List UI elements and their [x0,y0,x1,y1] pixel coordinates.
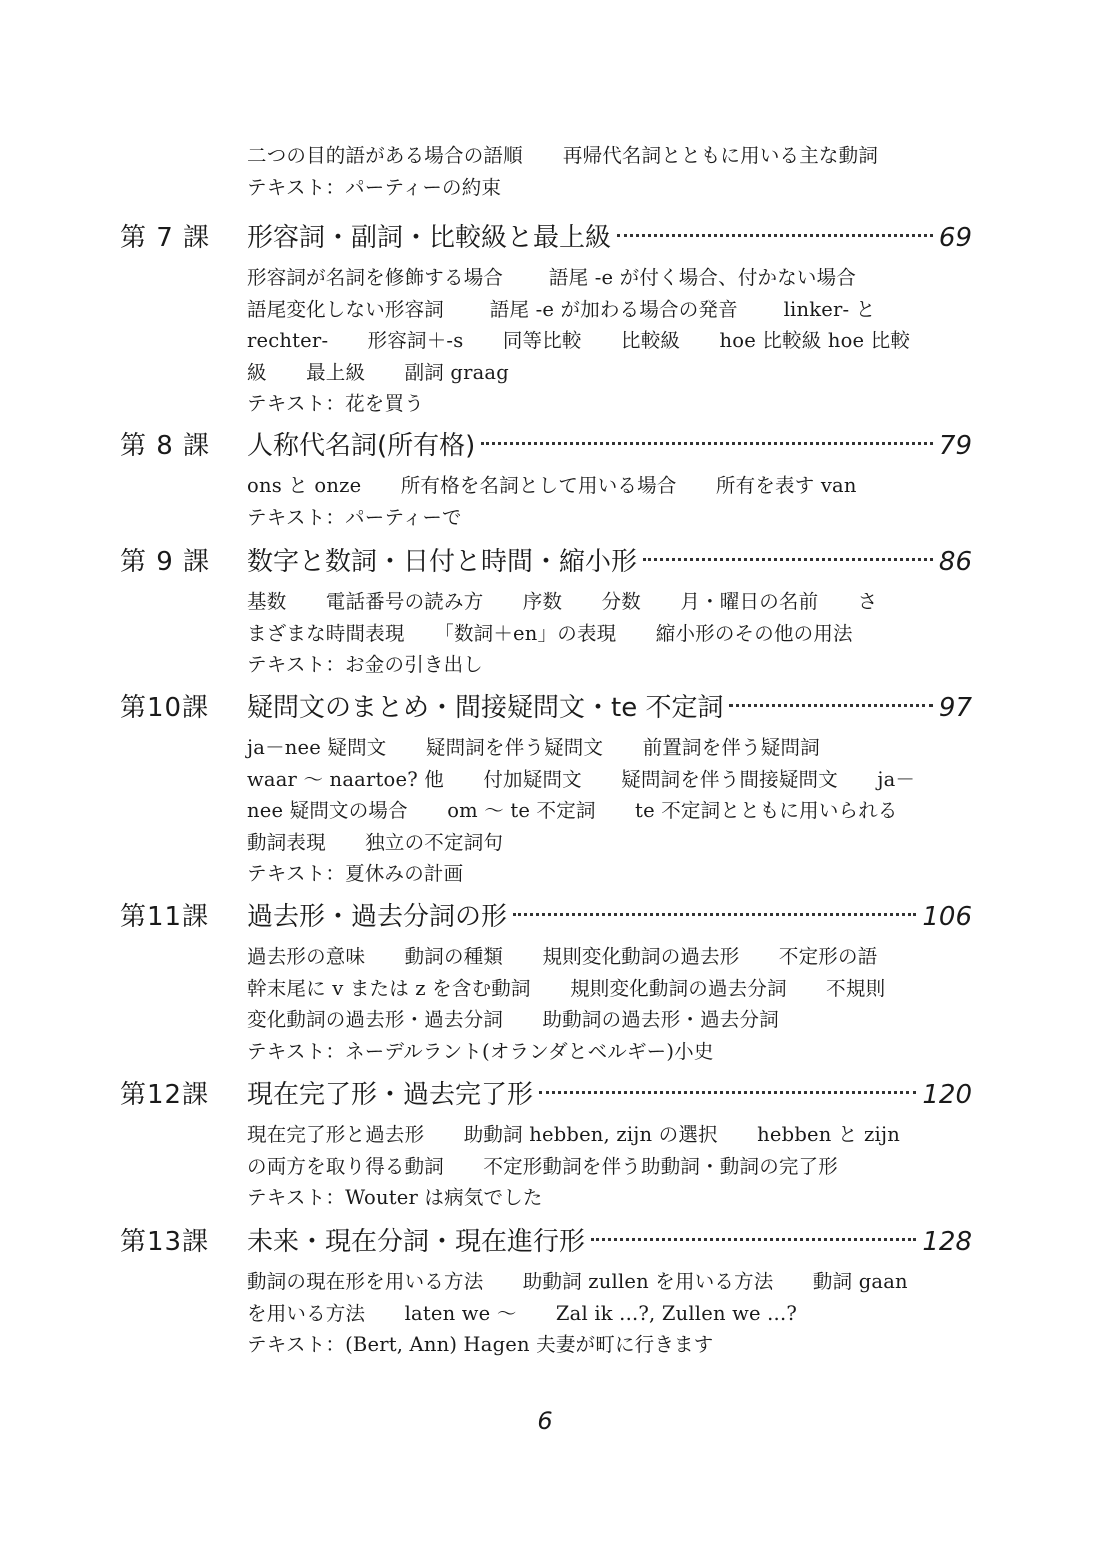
lesson-topics [247,1119,927,1214]
lesson-13 [0,1222,1100,1356]
topic-line: ons と onze 所有格を名詞として用いる場合 所有を表す van [247,474,857,497]
lesson-7 [0,218,1100,415]
lesson-title[interactable]: 現在完了形・過去完了形 [247,1080,534,1110]
lesson-heading [0,1222,1100,1266]
previous-lesson-continuation [247,140,947,203]
lesson-page-number[interactable]: 97 [938,693,972,723]
topic-line: 級 最上級 副詞 graag [247,360,509,384]
topic-line: 現在完了形と過去形 助動詞 hebben, zijn の選択 hebben と zijn [247,1123,900,1146]
lesson-page-number[interactable]: 79 [938,431,972,461]
lesson-9 [0,542,1100,676]
topic-line: 形容詞が名詞を修飾する場合 語尾 -e が付く場合、付かない場合 [247,266,857,289]
lesson-page-number[interactable]: 128 [922,1227,972,1257]
lesson-page-number[interactable]: 120 [922,1080,972,1110]
dot-leader [617,234,933,237]
topic-line: 語尾変化しない形容詞 語尾 -e が加わる場合の発音 linker- と [247,297,876,321]
lesson-title[interactable]: 疑問文のまとめ・間接疑問文・te 不定詞 [247,693,724,723]
lesson-12 [0,1075,1100,1209]
lesson-heading [0,688,1100,732]
page-number: 6 [537,1407,553,1435]
topic-line: ja－nee 疑問文 疑問詞を伴う疑問文 前置詞を伴う疑問詞 [247,736,820,759]
topic-line: の両方を取り得る動詞 不定形動詞を伴う助動詞・動詞の完了形 [247,1154,839,1178]
topic-item: 再帰代名詞とともに用いる主な動詞 [562,144,879,167]
lesson-number: 第10課 [120,693,210,723]
lesson-11 [0,897,1100,1063]
topic-line: を用いる方法 laten we 〜 Zal ik ...?, Zullen we ...? [247,1301,797,1325]
lesson-title-row[interactable] [247,426,972,466]
lesson-heading [0,426,1100,470]
lesson-page-number[interactable]: 106 [922,902,972,932]
lesson-number: 第 8 課 [120,431,211,461]
lesson-heading [0,218,1100,262]
lesson-number: 第12課 [120,1080,210,1110]
lesson-10 [0,688,1100,885]
dot-leader [729,704,932,707]
lesson-title-row[interactable] [247,897,972,937]
dot-leader [591,1238,916,1241]
lesson-heading [0,1075,1100,1119]
lesson-title-row[interactable] [247,1075,972,1115]
lesson-number: 第11課 [120,902,210,932]
reading-text: テキスト：パーティーの約束 [247,175,502,199]
dot-leader [481,442,933,445]
topic-line: まざまな時間表現 「数詞＋en」の表現 縮小形のその他の用法 [247,621,853,645]
reading-text: テキスト：お金の引き出し [247,653,484,676]
reading-text: テキスト：Wouter は病気でした [247,1186,543,1209]
reading-text: テキスト：花を買う [247,392,424,415]
lesson-topics [247,586,927,681]
dot-leader [539,1091,916,1094]
topic-line: nee 疑問文の場合 om 〜 te 不定詞 te 不定詞とともに用いられる [247,799,898,822]
topic-line: 動詞表現 独立の不定詞句 [247,830,504,854]
lesson-title-row[interactable] [247,1222,972,1262]
lesson-8 [0,426,1100,529]
topic-item: 二つの目的語がある場合の語順 [247,144,523,167]
lesson-number: 第13課 [120,1227,210,1257]
lesson-title[interactable]: 過去形・過去分詞の形 [247,902,508,932]
topic-line: rechter- 形容詞＋-s 同等比較 比較級 hoe 比較級 hoe 比較 [247,329,911,352]
lesson-title[interactable]: 人称代名詞(所有格) [247,431,476,461]
lesson-topics [247,732,927,890]
topic-line: 変化動詞の過去形・過去分詞 助動詞の過去形・過去分詞 [247,1008,779,1031]
lesson-page-number[interactable]: 69 [938,223,972,253]
dot-leader [643,558,933,561]
lesson-number: 第 9 課 [120,547,211,577]
lesson-title-row[interactable] [247,218,972,258]
lesson-title[interactable]: 形容詞・副詞・比較級と最上級 [247,223,612,253]
lesson-topics [247,470,927,533]
reading-text: テキスト：パーティーで [247,505,462,529]
topic-line: 幹末尾に v または z を含む動詞 規則変化動詞の過去分詞 不規則 [247,976,886,1000]
lesson-heading [0,542,1100,586]
lesson-title[interactable]: 未来・現在分詞・現在進行形 [247,1227,586,1257]
topic-line: waar 〜 naartoe? 他 付加疑問文 疑問詞を伴う間接疑問文 ja－ [247,767,916,791]
lesson-topics [247,941,927,1067]
reading-text: テキスト：夏休みの計画 [247,862,464,885]
lesson-title-row[interactable] [247,542,972,582]
reading-text: テキスト：(Bert, Ann) Hagen 夫妻が町に行きます [247,1333,714,1356]
lesson-title-row[interactable] [247,688,972,728]
topic-line: 基数 電話番号の読み方 序数 分数 月・曜日の名前 さ [247,590,878,613]
lesson-number: 第 7 課 [120,223,211,253]
topic-line: 動詞の現在形を用いる方法 助動詞 zullen を用いる方法 動詞 gaan [247,1270,908,1293]
lesson-page-number[interactable]: 86 [938,547,972,577]
lesson-topics [247,262,927,420]
reading-text: テキスト：ネーデルラント(オランダとベルギー)小史 [247,1039,714,1063]
topic-line: 過去形の意味 動詞の種類 規則変化動詞の過去形 不定形の語 [247,945,878,968]
lesson-topics [247,1266,927,1361]
lesson-title[interactable]: 数字と数詞・日付と時間・縮小形 [247,547,638,577]
lesson-heading [0,897,1100,941]
dot-leader [513,913,916,916]
topic-line [247,140,947,172]
